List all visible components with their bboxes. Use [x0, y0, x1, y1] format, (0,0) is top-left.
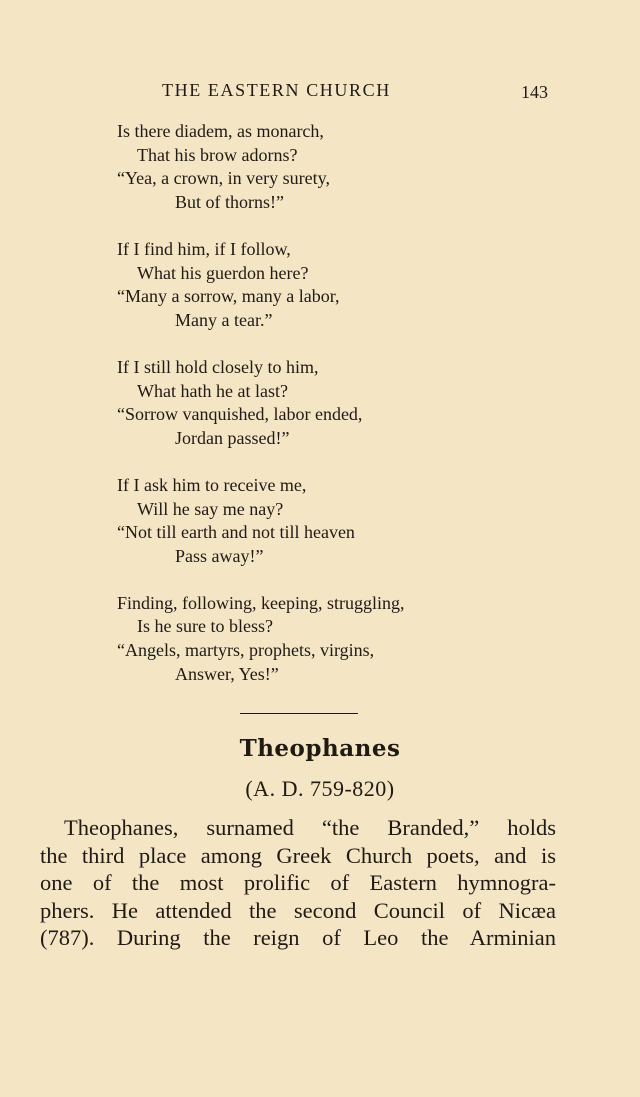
body-line: one of the most prolific of Eastern hymnogra- [40, 870, 556, 895]
page-number: 143 [521, 82, 548, 102]
poem-line: Is there diadem, as monarch, [117, 121, 324, 141]
poem-stanza [117, 120, 537, 214]
poem-line: Jordan passed!” [175, 427, 290, 448]
poem-stanza [117, 474, 537, 568]
poem-stanza [117, 356, 537, 450]
poem-line: Is he sure to bless? [137, 616, 273, 637]
poem-line: What hath he at last? [137, 380, 288, 401]
poem-line: If I still hold closely to him, [117, 356, 319, 377]
poem-line: Pass away!” [175, 545, 264, 566]
poem-line: “Angels, martyrs, prophets, virgins, [117, 640, 375, 661]
section-dates: (A. D. 759-820) [245, 776, 395, 801]
body-line: (787). During the reign of Leo the Arminian [40, 925, 556, 950]
poem-stanza [117, 592, 537, 686]
poem-line: Finding, following, keeping, struggling, [117, 592, 405, 613]
body-paragraph [40, 814, 556, 952]
poem-line: If I find him, if I follow, [117, 238, 291, 259]
poem-line: “Sorrow vanquished, labor ended, [117, 404, 363, 425]
body-line: the third place among Greek Church poets, and is [40, 842, 556, 868]
section-heading: Theophanes [239, 735, 401, 762]
poem-line: If I ask him to receive me, [117, 474, 307, 495]
poem-line: “Not till earth and not till heaven [117, 522, 355, 543]
running-title: THE EASTERN CHURCH [162, 80, 391, 100]
poem-line: “Yea, a crown, in very surety, [117, 168, 330, 189]
section-divider [240, 713, 358, 714]
poem-line: What his guerdon here? [137, 262, 309, 283]
poem-line: But of thorns!” [175, 191, 284, 212]
poem-line: Answer, Yes!” [175, 663, 279, 684]
poem-line: That his brow adorns? [137, 144, 298, 165]
poem-line: “Many a sorrow, many a labor, [117, 286, 340, 307]
body-line: Theophanes, surnamed “the Branded,” holds [64, 815, 556, 840]
poem [117, 120, 537, 710]
poem-stanza [117, 238, 537, 332]
body-line: phers. He attended the second Council of Nicæa [40, 897, 556, 923]
poem-line: Many a tear.” [175, 309, 273, 330]
poem-line: Will he say me nay? [137, 498, 284, 519]
